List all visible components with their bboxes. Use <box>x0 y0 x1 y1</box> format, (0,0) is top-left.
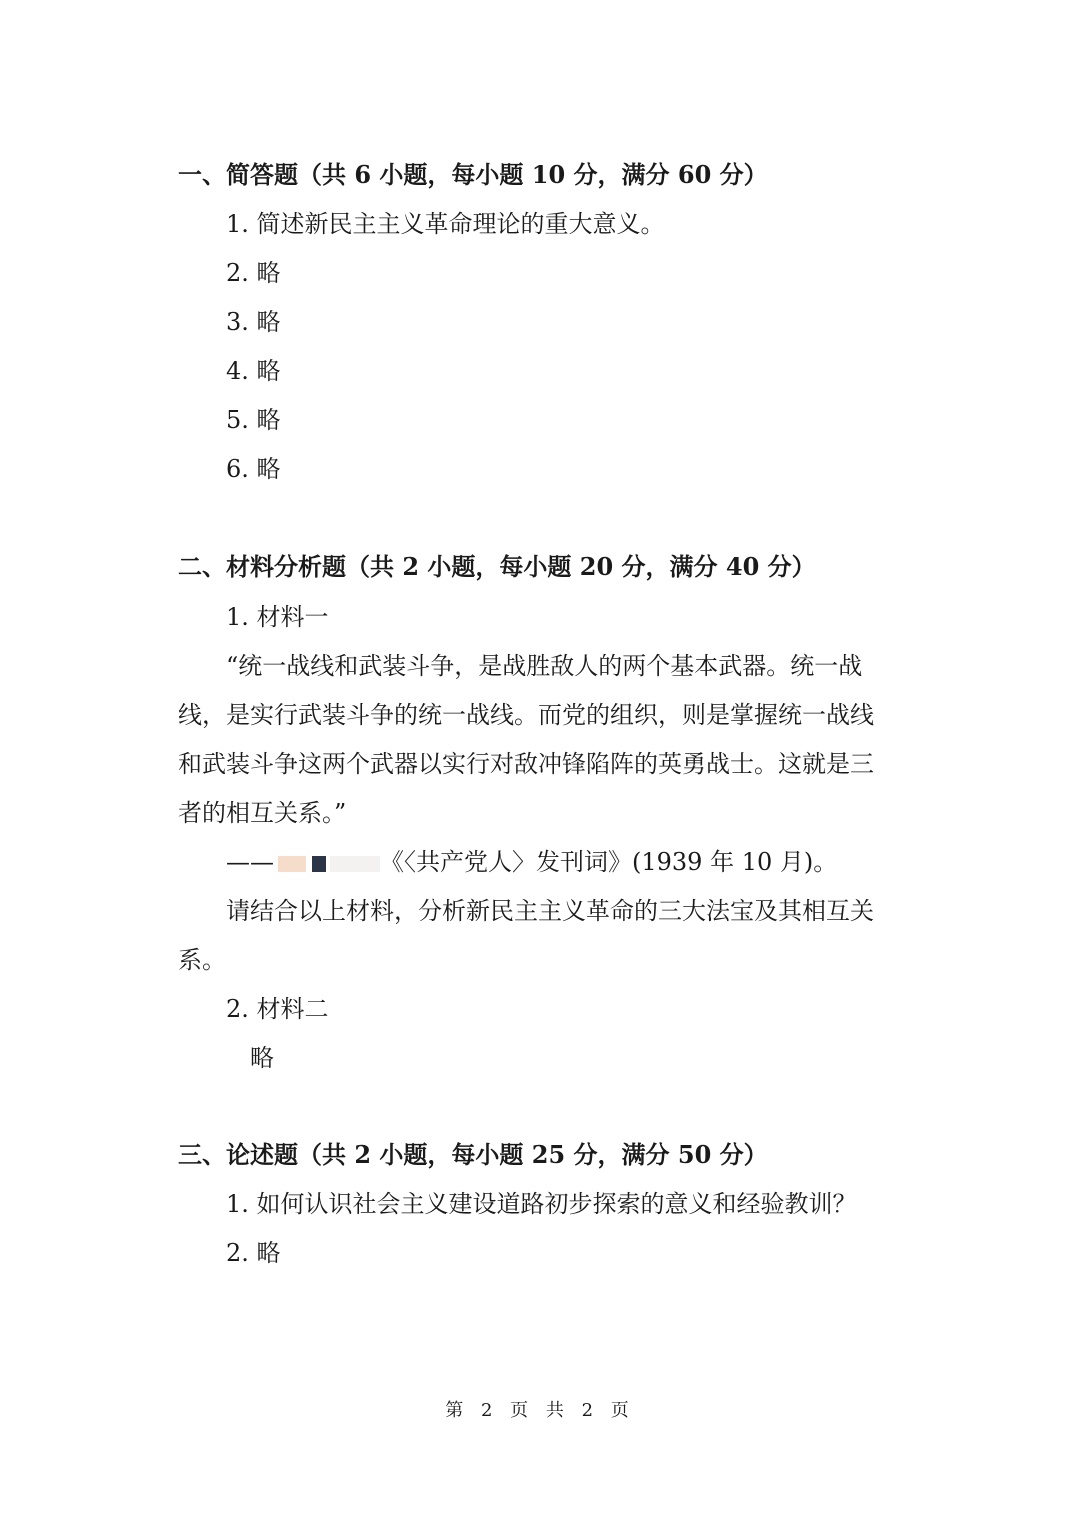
section-3-item-1: 1. 如何认识社会主义建设道路初步探索的意义和经验教训？ <box>226 1190 857 1218</box>
section-1-item-2: 2. 略 <box>226 259 281 287</box>
redacted-name-mosaic <box>278 856 306 872</box>
section-2-q2-body: 略 <box>250 1044 274 1072</box>
source-text: 《〈共产党人〉发刊词》(1939 年 10 月)。 <box>380 848 838 876</box>
source-dash: —— <box>226 848 274 876</box>
section-2-q1-label: 1. 材料一 <box>226 603 329 631</box>
quote-line-1: “统一战线和武装斗争，是战胜敌人的两个基本武器。统一战 <box>226 652 863 680</box>
section-1-item-3: 3. 略 <box>226 308 281 336</box>
redacted-name-mosaic-light <box>330 856 380 872</box>
quote-source <box>226 847 1080 877</box>
section-1-item-4: 4. 略 <box>226 357 281 385</box>
page-number-footer: 第 2 页 共 2 页 <box>445 1400 635 1421</box>
question-line-2: 系。 <box>178 946 226 974</box>
section-3-item-2: 2. 略 <box>226 1239 281 1267</box>
section-1-item-5: 5. 略 <box>226 406 281 434</box>
section-1-heading: 一、简答题（共 6 小题，每小题 10 分，满分 60 分） <box>178 160 768 189</box>
question-line-1: 请结合以上材料，分析新民主主义革命的三大法宝及其相互关 <box>226 897 874 925</box>
section-1-item-6: 6. 略 <box>226 455 281 483</box>
quote-line-2: 线，是实行武装斗争的统一战线。而党的组织，则是掌握统一战线 <box>178 701 874 729</box>
redacted-name-mosaic-dark <box>312 856 326 872</box>
section-2-q2-label: 2. 材料二 <box>226 995 329 1023</box>
section-2-heading: 二、材料分析题（共 2 小题，每小题 20 分，满分 40 分） <box>178 552 816 581</box>
section-3-heading: 三、论述题（共 2 小题，每小题 25 分，满分 50 分） <box>178 1140 768 1169</box>
section-1-item-1: 1. 简述新民主主义革命理论的重大意义。 <box>226 210 665 238</box>
quote-line-4: 者的相互关系。” <box>178 799 347 827</box>
quote-line-3: 和武装斗争这两个武器以实行对敌冲锋陷阵的英勇战士。这就是三 <box>178 750 874 778</box>
